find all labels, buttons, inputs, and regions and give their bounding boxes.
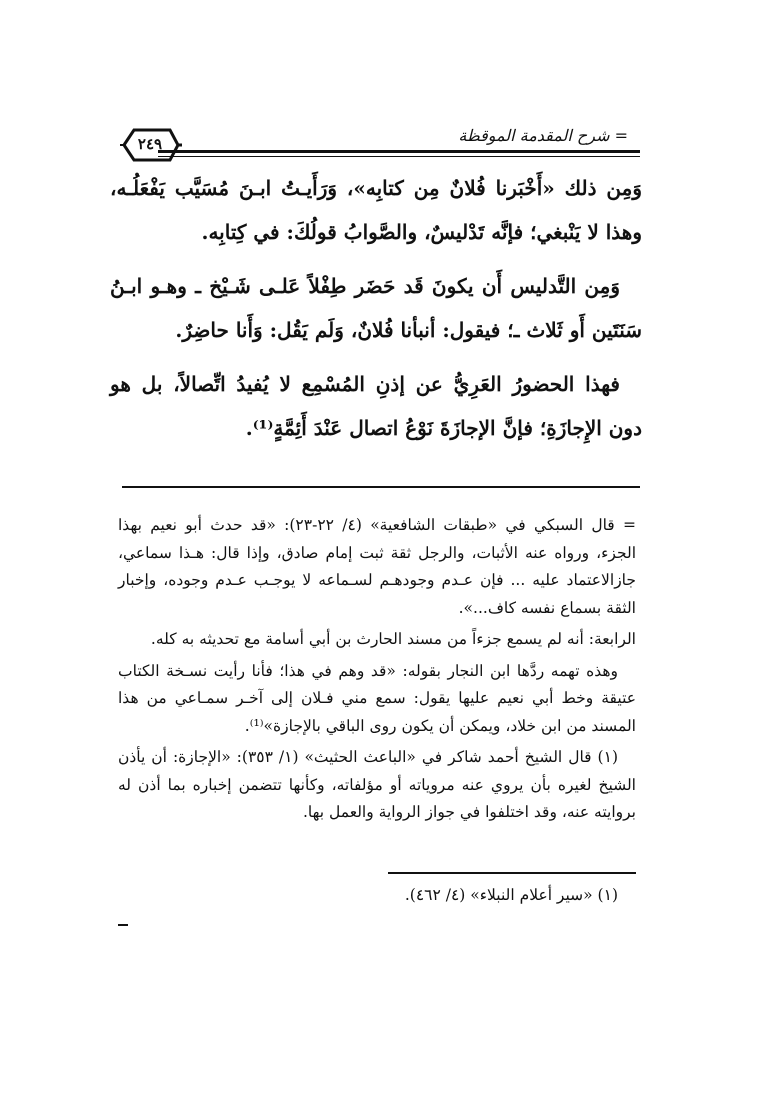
footnote: (١) «سير أعلام النبلاء» (٤/ ٤٦٢). xyxy=(404,886,618,904)
page-number-badge xyxy=(118,126,182,164)
book-title-text: شرح المقدمة الموقظة xyxy=(458,126,610,145)
main-paragraph: فهذا الحضورُ العَرِيُّ عن إذنِ المُسْمِع لا يُفيدُ اتِّصالاً، بل هو دون الإِجازَةِ؛ فإنَّ الإجازَةَ نَوْعُ اتصال عَنْدَ أَئِمَّةٍ⁽¹⁾. xyxy=(110,372,642,440)
note-paragraph: الرابعة: أنه لم يسمع جزءاً من مسند الحارث بن أبي أسامة مع تحديثه به كله. xyxy=(150,630,636,648)
running-header xyxy=(118,126,640,166)
book-title xyxy=(452,126,634,145)
notes-section xyxy=(118,512,636,831)
note-paragraph: وهذه تهمه ردَّها ابن النجار بقوله: «قد وهم في هذا؛ فأنا رأيت نسـخة الكتاب عتيقة وخط أبي نعيم عليها يقول: سمع مني فـلان إلى آخـر سمـاعي من هذا المسند من ابن خلاد، ويمكن أن يكون روى الباقي بالإجازة»⁽¹⁾. xyxy=(118,661,636,735)
footnote-divider xyxy=(388,872,636,874)
notes-divider xyxy=(122,486,640,488)
page-number: ٢٤٩ xyxy=(137,135,163,153)
main-paragraph: وَمِن ذلك «أَخْبَرنا فُلانٌ مِن كتابِه»، وَرَأَيـتُ ابـنَ مُسَيَّب يَفْعَلُـه، وهذا لا يَنْبغي؛ فإنَّه تَدْليسٌ، والصَّوابُ قولُكَ: في كِتابِه. xyxy=(110,176,642,244)
main-paragraph: وَمِن التَّدليس أَن يكونَ قَد حَضَر طِفْلاً عَلـى شَـيْخ ـ وهـو ابـنُ سَنَتَين أَو ثَلاث ـ؛ فيقول: أنبأنا فُلانٌ، وَلَم يَقُل: وَأَنا حاضِرٌ. xyxy=(110,274,642,342)
note-paragraph: (١) قال الشيخ أحمد شاكر في «الباعث الحثيث» (١/ ٣٥٣): «الإجازة: أن يأذن الشيخ لغيره بأن يروي عنه مروياته أو مؤلفاته، وكأنها تتضمن إخباره بما أذن له بروايته عنه، وقد اختلفوا في جواز الرواية والعمل بها. xyxy=(118,748,636,821)
header-dash: = xyxy=(614,126,628,145)
note-paragraph: = قال السبكي في «طبقات الشافعية» (٤/ ٢٢-٢٣): «قد حدث أبو نعيم بهذا الجزء، ورواه عنه الأثبات، والرجل ثقة ثبت إمام صادق، وإذا قال: هـذا سماعي، جازالاعتماد عليه ... فإن عـدم وجودهـم لسـماعه لا يوجـب عـدم وجوده، وإخبار الثقة بسماع نفسه كاف...». xyxy=(118,516,636,617)
header-rule-thin xyxy=(158,156,640,157)
main-text xyxy=(110,166,642,460)
corner-mark xyxy=(118,924,128,926)
header-rule xyxy=(158,150,640,153)
